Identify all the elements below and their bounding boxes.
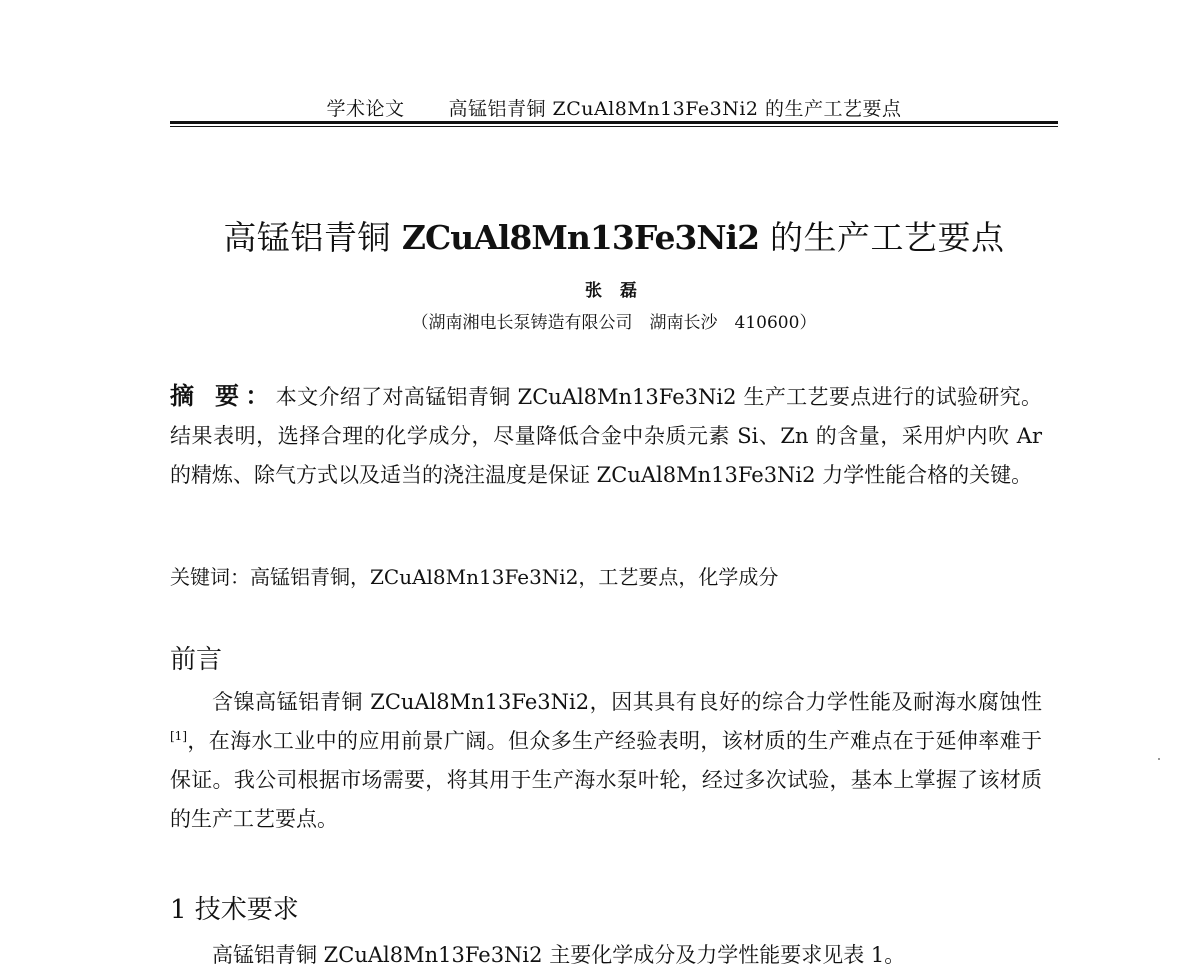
title-suffix: 的生产工艺要点 [759, 218, 1005, 257]
abstract-label: 摘 要： [170, 381, 276, 410]
abstract [170, 376, 1042, 495]
scan-speck [1158, 758, 1160, 760]
running-header [170, 94, 1058, 121]
section1-heading: 1 技术要求 [170, 895, 299, 925]
intro-text-part1: 含镍高锰铝青铜 ZCuAl8Mn13Fe3Ni2，因其具有良好的综合力学性能及耐海水腐蚀性 [212, 690, 1042, 714]
title-prefix: 高锰铝青铜 [223, 218, 402, 257]
header-section-label: 学术论文 [326, 98, 405, 120]
author-affiliation: （湖南湘电长泵铸造有限公司 湖南长沙 410600） [411, 313, 817, 333]
header-rule-thick [170, 121, 1058, 124]
keywords-label: 关键词： [170, 565, 250, 589]
author-name: 张 磊 [585, 281, 643, 301]
intro-heading: 前言 [170, 645, 223, 675]
paper-title [170, 212, 1058, 259]
title-alloy: ZCuAl8Mn13Fe3Ni2 [401, 218, 760, 257]
abstract-text: 本文介绍了对高锰铝青铜 ZCuAl8Mn13Fe3Ni2 生产工艺要点进行的试验研究。结果表明，选择合理的化学成分，尽量降低合金中杂质元素 Si、Zn 的含量，采用炉内吹 Ar 的精炼、除气方式以及适当的浇注温度是保证 ZCuAl8Mn13Fe3Ni2 力学性能合格的关键。 [170, 385, 1042, 487]
keywords [170, 562, 1042, 592]
keywords-text: 高锰铝青铜，ZCuAl8Mn13Fe3Ni2，工艺要点，化学成分 [250, 565, 779, 589]
intro-paragraph [170, 683, 1042, 839]
section1-paragraph: 高锰铝青铜 ZCuAl8Mn13Fe3Ni2 主要化学成分及力学性能要求见表 1。 [212, 943, 906, 967]
header-running-title: 高锰铝青铜 ZCuAl8Mn13Fe3Ni2 的生产工艺要点 [448, 98, 902, 120]
intro-text-part2: ，在海水工业中的应用前景广阔。但众多生产经验表明，该材质的生产难点在于延伸率难于保证。我公司根据市场需要，将其用于生产海水泵叶轮，经过多次试验，基本上掌握了该材质的生产工艺要点。 [170, 729, 1042, 831]
citation-ref: [1] [170, 729, 187, 743]
header-rule-thin [170, 126, 1058, 127]
